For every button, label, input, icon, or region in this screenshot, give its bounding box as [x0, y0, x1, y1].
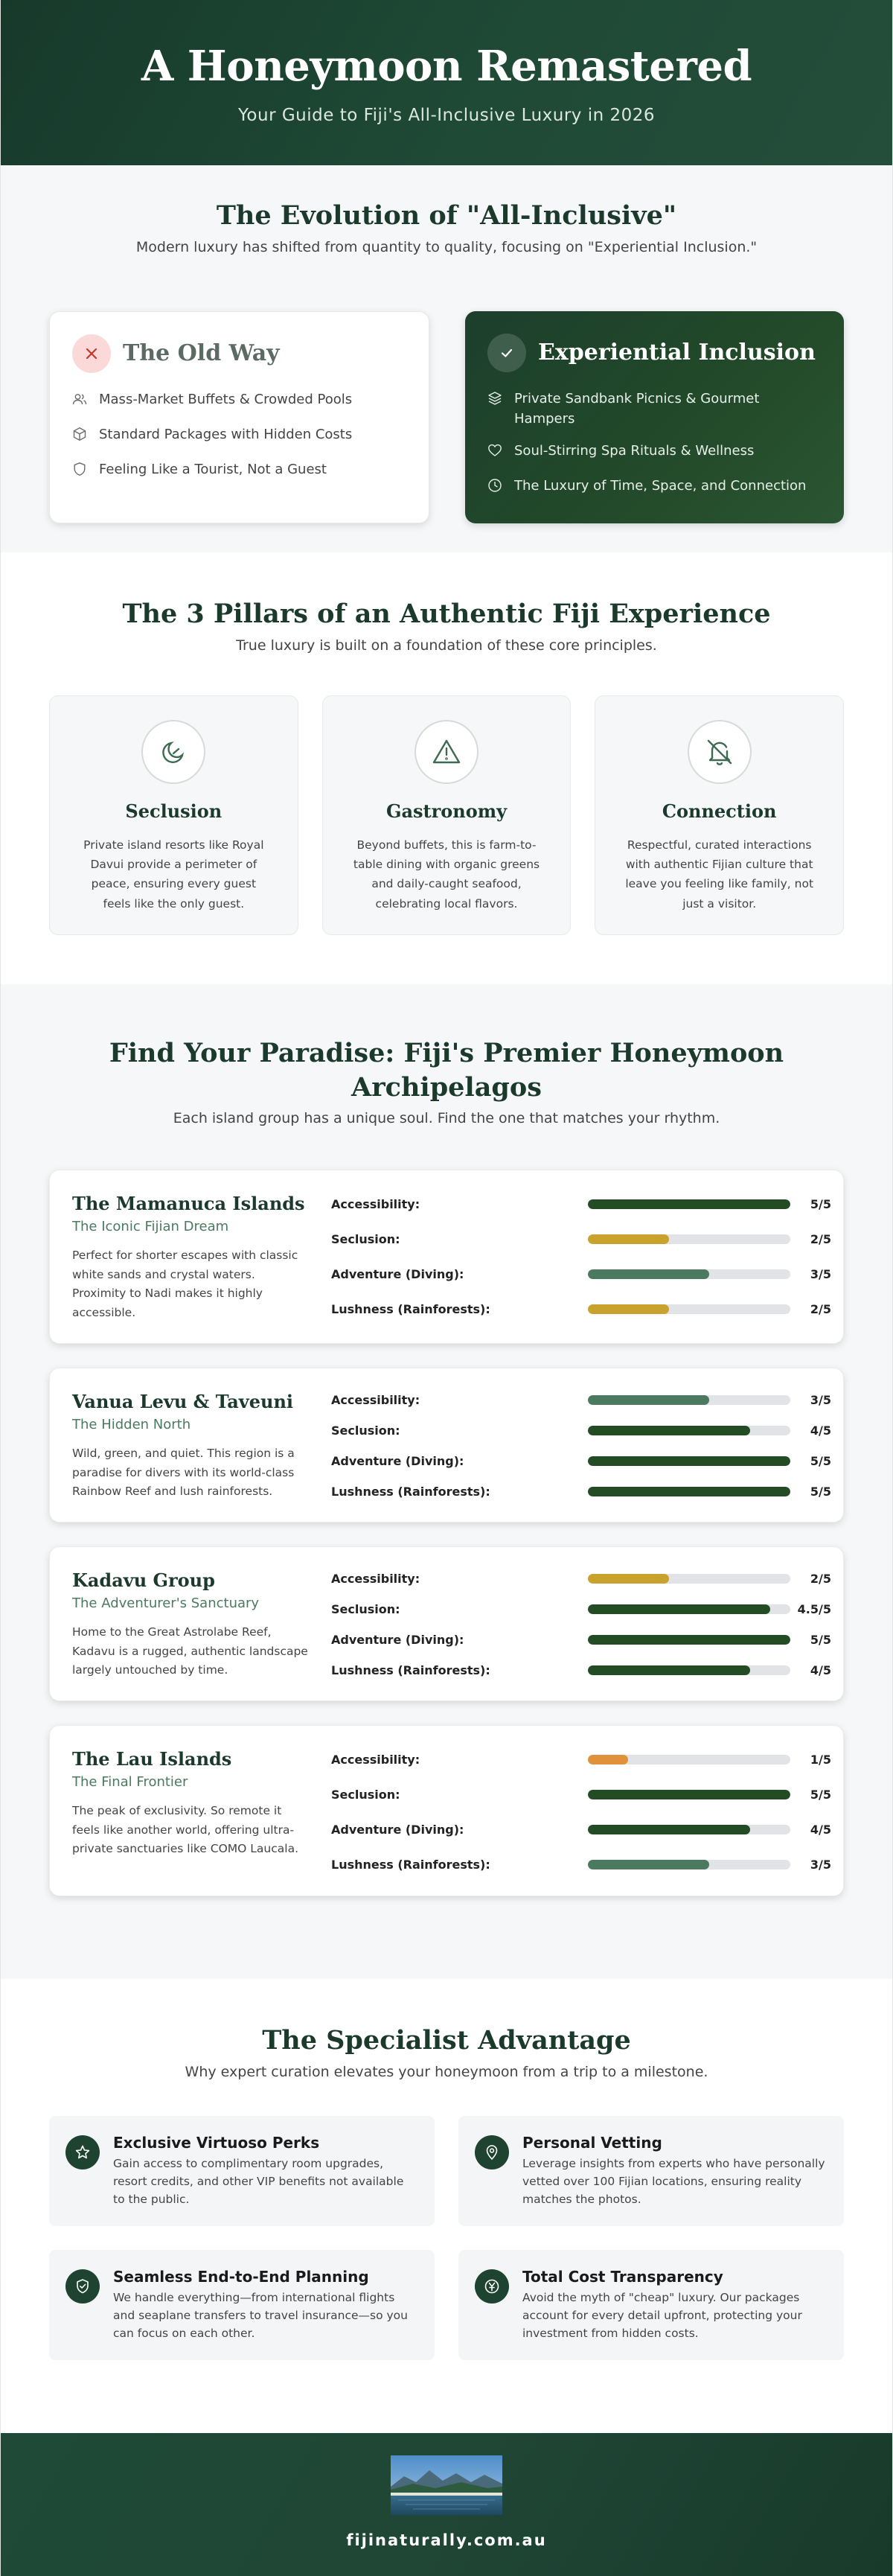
evolution-section	[1, 165, 892, 552]
metric-row	[331, 1777, 831, 1812]
metric-bar-fill	[588, 1304, 669, 1314]
island-list	[1, 1170, 892, 1896]
moon-icon	[141, 720, 205, 784]
metric-value: 4/5	[810, 1663, 831, 1677]
island-description: Home to the Great Astrolabe Reef, Kadavu is a rugged, authentic landscape largely untouched by time.	[72, 1625, 308, 1677]
dollar-icon	[475, 2269, 509, 2304]
specialist-subtitle: Why expert curation elevates your honeymoon from a trip to a milestone.	[185, 2063, 708, 2080]
pillar-text: Beyond buffets, this is farm-to-table dining with organic greens and daily-caught seafood, celebrating local flavors.	[353, 838, 540, 911]
island-metrics	[331, 1563, 831, 1678]
x-icon	[72, 334, 111, 373]
islands-section	[1, 984, 892, 1979]
island-card	[49, 1368, 844, 1523]
metric-row	[331, 1222, 831, 1257]
warning-icon	[415, 720, 478, 784]
metric-row	[331, 1476, 831, 1507]
metric-label: Lushness (Rainforests):	[331, 1858, 490, 1872]
metric-row	[331, 1594, 831, 1625]
islands-subtitle: Each island group has a unique soul. Find the one that matches your rhythm.	[173, 1110, 720, 1126]
pillar-title: Gastronomy	[385, 800, 508, 822]
metric-row	[331, 1415, 831, 1446]
pillar-card-gastronomy	[322, 695, 572, 935]
metric-bar	[588, 1269, 790, 1279]
metric-value: 5/5	[810, 1633, 831, 1647]
bell-off-icon	[688, 720, 752, 784]
metric-bar-fill	[588, 1665, 750, 1675]
metric-row	[331, 1742, 831, 1777]
island-tagline: The Hidden North	[72, 1417, 191, 1432]
island-info	[72, 1748, 310, 1873]
metric-bar	[588, 1574, 790, 1584]
experiential-inclusion-title: Experiential Inclusion	[538, 339, 816, 366]
island-name: The Lau Islands	[72, 1748, 232, 1770]
metric-value: 5/5	[810, 1485, 831, 1499]
box-icon	[72, 427, 89, 447]
pillars-subtitle: True luxury is built on a foundation of these core principles.	[236, 637, 657, 654]
metric-bar-fill	[588, 1426, 750, 1435]
islands-title: Find Your Paradise: Fiji's Premier Honeymoon Archipelagos	[109, 1038, 784, 1103]
old-way-item	[72, 424, 406, 447]
metric-bar-fill	[588, 1790, 790, 1799]
footer	[1, 2433, 892, 2576]
metric-label: Adventure (Diving):	[331, 1454, 464, 1468]
evolution-title: The Evolution of "All-Inclusive"	[216, 200, 677, 231]
experiential-inclusion-card	[465, 311, 844, 523]
metric-bar	[588, 1635, 790, 1645]
metric-bar-fill	[588, 1604, 770, 1614]
users-icon	[72, 392, 89, 412]
island-name: Vanua Levu & Taveuni	[72, 1391, 294, 1412]
metric-bar	[588, 1755, 790, 1764]
metric-bar	[588, 1665, 790, 1675]
island-description: Perfect for shorter escapes with classic white sands and crystal waters. Proximity to Nadi makes it highly accessible.	[72, 1249, 298, 1319]
advantage-title: Total Cost Transparency	[522, 2267, 723, 2286]
metric-bar-fill	[588, 1635, 790, 1645]
metric-bar-fill	[588, 1234, 669, 1244]
shield-icon	[72, 462, 89, 482]
metric-value: 4.5/5	[797, 1602, 831, 1616]
metric-row	[331, 1812, 831, 1847]
metric-row	[331, 1257, 831, 1292]
island-tagline: The Final Frontier	[72, 1774, 188, 1790]
advantage-text: Leverage insights from experts who have personally vetted over 100 Fijian locations, ensuring reality matches the photos.	[522, 2156, 825, 2206]
island-card	[49, 1170, 844, 1344]
metric-row	[331, 1385, 831, 1415]
metric-bar-fill	[588, 1199, 790, 1209]
island-metrics	[331, 1187, 831, 1321]
advantage-card	[458, 2116, 844, 2226]
metric-bar	[588, 1487, 790, 1496]
metric-label: Lushness (Rainforests):	[331, 1302, 490, 1316]
metric-bar	[588, 1199, 790, 1209]
metric-label: Accessibility:	[331, 1753, 420, 1767]
metric-value: 3/5	[810, 1393, 831, 1407]
footer-site-url[interactable]: fijinaturally.com.au	[346, 2531, 547, 2549]
metric-value: 5/5	[810, 1197, 831, 1211]
metric-bar	[588, 1395, 790, 1405]
metric-value: 2/5	[810, 1572, 831, 1586]
metric-bar	[588, 1234, 790, 1244]
advantage-text: Gain access to complimentary room upgrades, resort credits, and other VIP benefits not available to the public.	[113, 2156, 404, 2206]
metric-row	[331, 1446, 831, 1476]
metric-bar	[588, 1304, 790, 1314]
metric-label: Seclusion:	[331, 1788, 400, 1802]
metric-bar-fill	[588, 1825, 750, 1834]
specialist-title: The Specialist Advantage	[262, 2025, 631, 2056]
metric-bar	[588, 1456, 790, 1466]
old-way-title: The Old Way	[123, 340, 280, 366]
island-description: The peak of exclusivity. So remote it feels like another world, offering ultra-private sanctuaries like COMO Laucala.	[72, 1804, 298, 1856]
metric-value: 2/5	[810, 1302, 831, 1316]
island-metrics	[331, 1385, 831, 1499]
experiential-item	[487, 389, 822, 429]
star-icon	[65, 2135, 100, 2169]
metric-label: Adventure (Diving):	[331, 1823, 464, 1837]
fiji-island-photo	[391, 2455, 502, 2515]
metric-value: 2/5	[810, 1232, 831, 1246]
metric-row	[331, 1563, 831, 1594]
advantage-title: Personal Vetting	[522, 2133, 662, 2152]
evolution-subtitle: Modern luxury has shifted from quantity to quality, focusing on "Experiential Inclusion."	[135, 238, 758, 255]
metric-value: 4/5	[810, 1823, 831, 1837]
metric-bar-fill	[588, 1755, 628, 1764]
metric-row	[331, 1187, 831, 1222]
island-card	[49, 1546, 844, 1701]
pillar-cards	[49, 695, 844, 935]
old-way-item-text: Mass-Market Buffets & Crowded Pools	[99, 391, 353, 407]
island-card	[49, 1725, 844, 1896]
island-name: Kadavu Group	[72, 1569, 215, 1591]
metric-row	[331, 1847, 831, 1882]
old-way-card	[49, 311, 429, 523]
metric-bar-fill	[588, 1456, 790, 1466]
hero-banner	[1, 0, 892, 165]
advantage-grid	[49, 2116, 844, 2360]
pillar-text: Respectful, curated interactions with authentic Fijian culture that leave you feeling like family, not just a visitor.	[625, 838, 814, 911]
metric-label: Accessibility:	[331, 1197, 420, 1211]
island-info	[72, 1569, 310, 1678]
old-way-item-text: Standard Packages with Hidden Costs	[99, 426, 353, 442]
pillar-title: Connection	[662, 800, 777, 822]
metric-row	[331, 1292, 831, 1327]
old-way-item	[72, 389, 406, 412]
pillar-title: Seclusion	[125, 800, 223, 822]
metric-value: 5/5	[810, 1454, 831, 1468]
metric-row	[331, 1655, 831, 1686]
map-pin-icon	[475, 2135, 509, 2169]
metric-bar	[588, 1790, 790, 1799]
metric-label: Lushness (Rainforests):	[331, 1485, 490, 1499]
island-tagline: The Adventurer's Sanctuary	[72, 1595, 260, 1611]
check-icon	[487, 334, 526, 372]
metric-label: Adventure (Diving):	[331, 1267, 464, 1281]
metric-bar	[588, 1860, 790, 1869]
experiential-item	[487, 441, 822, 464]
island-description: Wild, green, and quiet. This region is a paradise for divers with its world-class Rainbow Reef and lush rainforests.	[72, 1447, 295, 1499]
island-tagline: The Iconic Fijian Dream	[72, 1219, 229, 1234]
metric-value: 3/5	[810, 1267, 831, 1281]
clock-icon	[487, 478, 504, 499]
metric-label: Adventure (Diving):	[331, 1633, 464, 1647]
advantage-card	[49, 2250, 435, 2360]
hero-subtitle: Your Guide to Fiji's All-Inclusive Luxury in 2026	[237, 106, 656, 125]
experiential-item	[487, 476, 822, 499]
metric-bar	[588, 1604, 790, 1614]
metric-value: 1/5	[810, 1753, 831, 1767]
metric-value: 5/5	[810, 1788, 831, 1802]
metric-label: Seclusion:	[331, 1602, 400, 1616]
comparison-cards	[49, 311, 844, 523]
specialist-section	[1, 1979, 892, 2433]
island-info	[72, 1391, 310, 1499]
advantage-card	[458, 2250, 844, 2360]
layers-icon	[487, 391, 504, 412]
advantage-title: Seamless End-to-End Planning	[113, 2267, 369, 2286]
advantage-title: Exclusive Virtuoso Perks	[113, 2133, 320, 2152]
metric-value: 3/5	[810, 1858, 831, 1872]
island-info	[72, 1193, 310, 1321]
metric-bar-fill	[588, 1269, 709, 1279]
experiential-item-text: Soul-Stirring Spa Rituals & Wellness	[514, 442, 755, 459]
old-way-item-text: Feeling Like a Tourist, Not a Guest	[99, 461, 327, 477]
advantage-card	[49, 2116, 435, 2226]
old-way-item	[72, 459, 406, 482]
metric-bar-fill	[588, 1860, 709, 1869]
advantage-text: We handle everything—from international flights and seaplane transfers to travel insurance—so you can focus on each other.	[113, 2290, 408, 2340]
metric-label: Lushness (Rainforests):	[331, 1663, 490, 1677]
pillar-text: Private island resorts like Royal Davui provide a perimeter of peace, ensuring every guest feels like the only guest.	[83, 838, 264, 911]
metric-bar-fill	[588, 1487, 790, 1496]
experiential-item-text: The Luxury of Time, Space, and Connection	[514, 477, 807, 494]
pillars-title: The 3 Pillars of an Authentic Fiji Experience	[122, 599, 771, 629]
metric-label: Seclusion:	[331, 1424, 400, 1438]
hero-title: A Honeymoon Remastered	[141, 42, 752, 91]
metric-bar-fill	[588, 1574, 669, 1584]
advantage-text: Avoid the myth of "cheap" luxury. Our packages account for every detail upfront, protecting your investment from hidden costs.	[522, 2290, 802, 2340]
island-name: The Mamanuca Islands	[72, 1193, 305, 1214]
metric-bar	[588, 1426, 790, 1435]
metric-label: Accessibility:	[331, 1572, 420, 1586]
metric-row	[331, 1625, 831, 1655]
heart-icon	[487, 443, 504, 464]
metric-bar-fill	[588, 1395, 709, 1405]
metric-label: Accessibility:	[331, 1393, 420, 1407]
metric-value: 4/5	[810, 1424, 831, 1438]
metric-bar	[588, 1825, 790, 1834]
pillars-section	[1, 552, 892, 984]
check-shield-icon	[65, 2269, 100, 2304]
pillar-card-connection	[595, 695, 844, 935]
experiential-item-text: Private Sandbank Picnics & Gourmet Hampers	[514, 390, 760, 427]
pillar-card-seclusion	[49, 695, 298, 935]
island-metrics	[331, 1742, 831, 1873]
metric-label: Seclusion:	[331, 1232, 400, 1246]
